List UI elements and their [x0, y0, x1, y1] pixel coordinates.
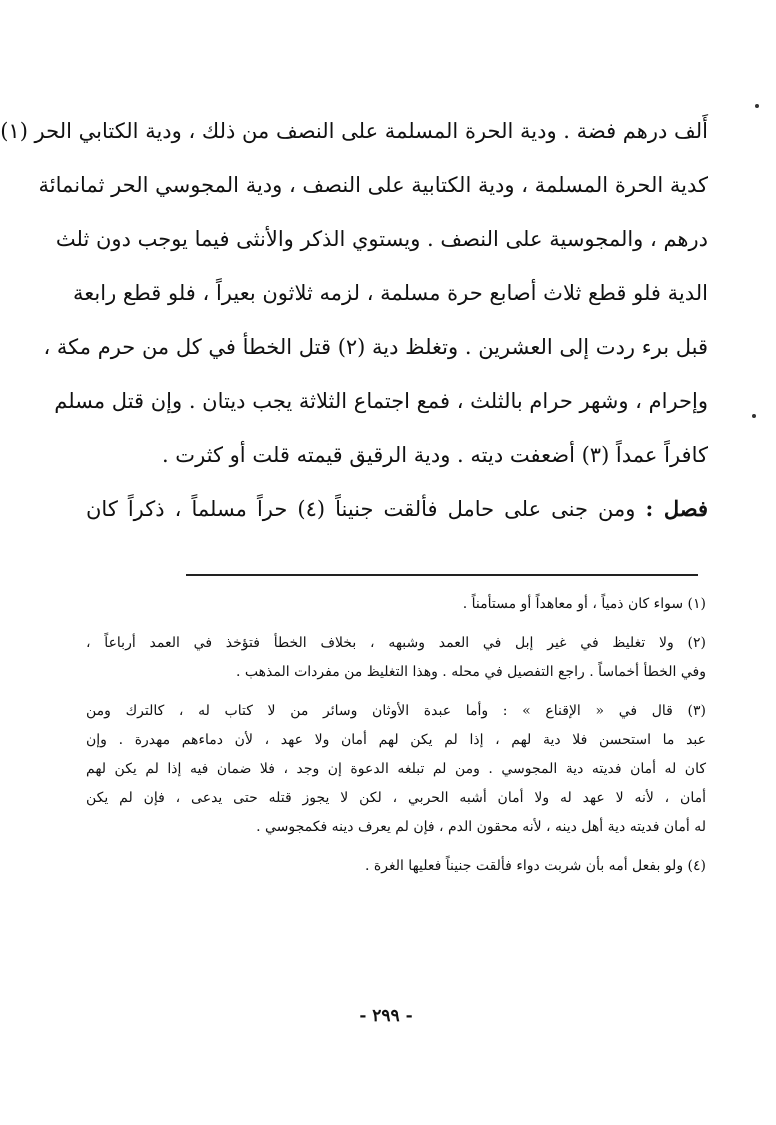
footnote-4: (٤) ولو بفعل أمه بأن شربت دواء فألقت جنيناً فعليها الغرة .: [364, 858, 706, 874]
footnote-divider: [186, 574, 698, 576]
text-line: درهم ، والمجوسية على النصف . ويستوي الذكر والأنثى فيما يوجب دون ثلث: [55, 227, 708, 251]
margin-mark: [752, 414, 756, 418]
text-line: أَلف درهم فضة . ودية الحرة المسلمة على النصف من ذلك ، ودية الكتابي الحر (١): [0, 119, 708, 143]
section-text: ومن جنى على حامل فألقت جنيناً (٤) حراً مسلماً ، ذكراً كان: [86, 497, 646, 521]
footnote-3-line: أمان ، لأنه لا عهد له ولا أمان أشبه الحربي ، لكن لا يجوز قتله حتى يدعى ، فإن لم يكن: [86, 790, 706, 806]
text-line: كافراً عمداً (٣) أضعفت ديته . ودية الرقيق قيمته قلت أو كثرت .: [161, 443, 708, 467]
text-line: وإحرام ، وشهر حرام بالثلث ، فمع اجتماع الثلاثة يجب ديتان . وإن قتل مسلم: [54, 389, 708, 413]
margin-mark: [755, 104, 759, 108]
footnote-1: (١) سواء كان ذمياً ، أو معاهداً أو مستأمناً .: [462, 596, 706, 612]
section-paragraph: [86, 482, 708, 536]
footnote-3-line: كان له أمان فديته دية المجوسي . ومن لم تبلغه الدعوة إن وجد ، فلا ضمان فيه إذا لم يكن لهم: [86, 761, 706, 777]
page-number: - ٢٩٩ -: [359, 1006, 413, 1026]
text-line: الدية فلو قطع ثلاث أصابع حرة مسلمة ، لزمه ثلاثون بعيراً ، فلو قطع رابعة: [73, 281, 708, 305]
section-heading: فصل :: [645, 496, 709, 521]
text-line: كدية الحرة المسلمة ، ودية الكتابية على النصف ، ودية المجوسي الحر ثمانمائة: [38, 173, 708, 197]
footnote-3-line: (٣) قال في « الإقناع » : وأما عبدة الأوثان وسائر من لا كتاب له ، كالترك ومن: [86, 703, 706, 719]
footnote-3-line: عبد ما استحسن فلا دية لهم ، إذا لم يكن لهم أمان ولا عهد ، لأن دماءهم مهدرة . وإن: [86, 732, 707, 748]
footnote-2-line: (٢) ولا تغليظ في غير إبل في العمد وشبهه ، بخلاف الخطأ فتؤخذ في العمد أرباعاً ،: [86, 635, 706, 651]
footnotes: [86, 590, 706, 881]
footnote-3-line: له أمان فديته دية أهل دينه ، لأنه محقون الدم ، فإن لم يعرف دينه فكمجوسي .: [256, 819, 706, 835]
footnote-2-line: وفي الخطأ أخماساً . راجع التفصيل في محله . وهذا التغليظ من مفردات المذهب .: [236, 664, 706, 680]
main-text: [0, 104, 709, 536]
text-line: قبل برء ردت إلى العشرين . وتغلظ دية (٢) قتل الخطأ في كل من حرم مكة ،: [43, 335, 708, 359]
